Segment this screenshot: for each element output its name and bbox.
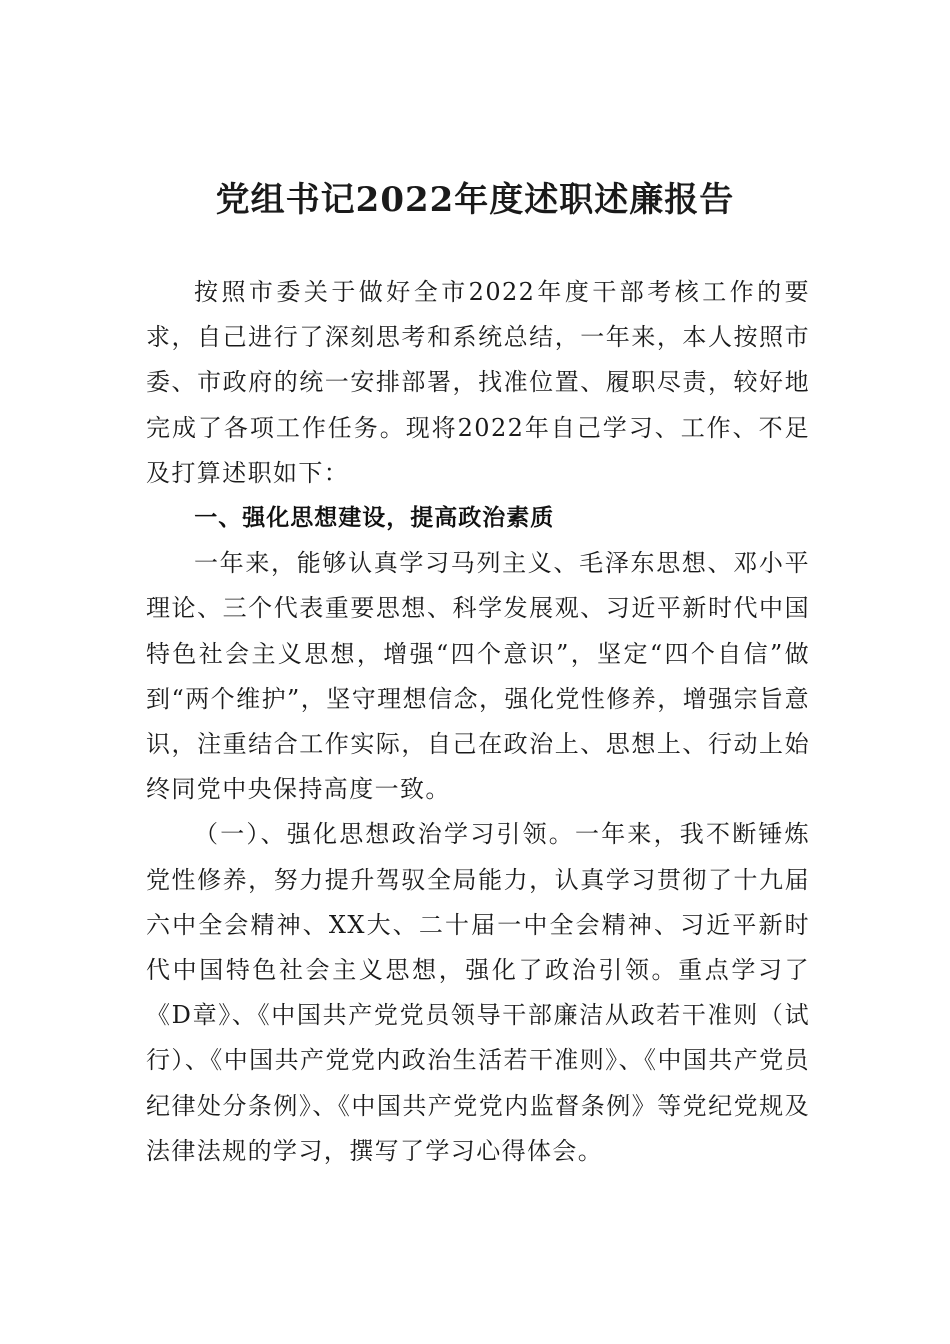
- intro-paragraph: 按照市委关于做好全市2022年度干部考核工作的要求，自己进行了深刻思考和系统总结，一年来，本人按照市委、市政府的统一安排部署，找准位置、履职尽责，较好地完成了各项工作任务。现将2022年自己学习、工作、不足及打算述职如下：: [146, 278, 810, 487]
- section-1-paragraph: 一年来，能够认真学习马列主义、毛泽东思想、邓小平理论、三个代表重要思想、科学发展观、习近平新时代中国特色社会主义思想，增强“四个意识”，坚定“四个自信”做到“两个维护”，坚守理想信念，强化党性修养，增强宗旨意识，注重结合工作实际，自己在政治上、思想上、行动上始终同党中央保持高度一致。: [146, 549, 810, 804]
- document-title: 党组书记2022年度述职述廉报告: [215, 180, 735, 220]
- document-body: [146, 270, 810, 1174]
- subsection-1-paragraph: （一）、强化思想政治学习引领。一年来，我不断锤炼党性修养，努力提升驾驭全局能力，认真学习贯彻了十九届六中全会精神、XX大、二十届一中全会精神、习近平新时代中国特色社会主义思想，强化了政治引领。重点学习了《D章》、《中国共产党党员领导干部廉洁从政若干准则（试行）、《中国共产党党内政治生活若干准则》、《中国共产党员纪律处分条例》、《中国共产党党内监督条例》等党纪党规及法律法规的学习，撰写了学习心得体会。: [146, 820, 810, 1165]
- section-heading-1: 一、强化思想建设，提高政治素质: [194, 505, 555, 532]
